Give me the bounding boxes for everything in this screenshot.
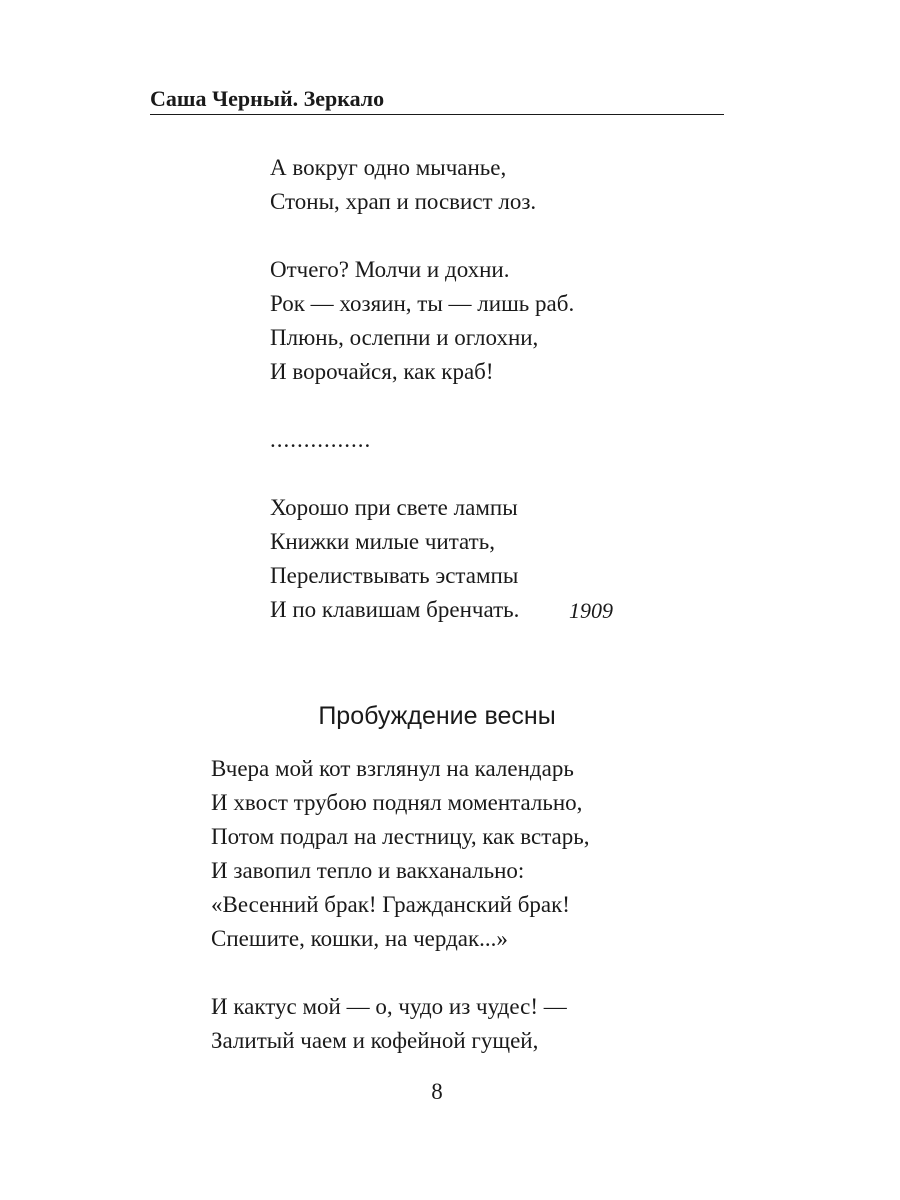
verse-line: Отчего? Молчи и дохни.: [270, 257, 510, 282]
poem-1-stanza-1: [270, 151, 574, 219]
verse-line: Стоны, храп и посвист лоз.: [270, 189, 537, 214]
verse-line: Плюнь, ослепни и оглохни,: [270, 325, 539, 350]
verse-line: И завопил тепло и вакханально:: [211, 858, 525, 883]
page-number: 8: [431, 1079, 443, 1104]
verse-line: Вчера мой кот взглянул на календарь: [211, 756, 574, 781]
verse-line: И хвост трубою поднял моментально,: [211, 790, 583, 815]
poem-1-stanza-3: [270, 491, 574, 627]
running-head: [150, 86, 724, 115]
verse-line: Спешите, кошки, на чердак...»: [211, 926, 508, 951]
verse-line: Рок — хозяин, ты — лишь раб.: [270, 291, 575, 316]
verse-line: И по клавишам бренчать.: [270, 597, 520, 622]
poem-1-date: 1909: [569, 598, 613, 623]
poem-1-omission: [270, 423, 574, 457]
verse-line: Книжки милые читать,: [270, 529, 495, 554]
poem-2-stanza-1: [211, 752, 590, 956]
poem-2-title: Пробуждение весны: [318, 702, 556, 730]
poem-2-text: [211, 752, 590, 1058]
poem-1-text: [270, 151, 574, 627]
verse-line: И кактус мой — о, чудо из чудес! —: [211, 994, 567, 1019]
poem-1-stanza-2: [270, 253, 574, 389]
verse-line: И ворочайся, как краб!: [270, 359, 494, 384]
running-head-title: Саша Черный. Зеркало: [150, 86, 385, 111]
verse-line: Хорошо при свете лампы: [270, 495, 518, 520]
poem-2-stanza-2: [211, 990, 590, 1058]
verse-line: «Весенний брак! Гражданский брак!: [211, 892, 570, 917]
omission-dots: ...............: [270, 427, 372, 452]
verse-line: А вокруг одно мычанье,: [270, 155, 507, 180]
verse-line: Перелиствывать эстампы: [270, 563, 519, 588]
verse-line: Залитый чаем и кофейной гущей,: [211, 1028, 539, 1053]
verse-line: Потом подрал на лестницу, как встарь,: [211, 824, 590, 849]
